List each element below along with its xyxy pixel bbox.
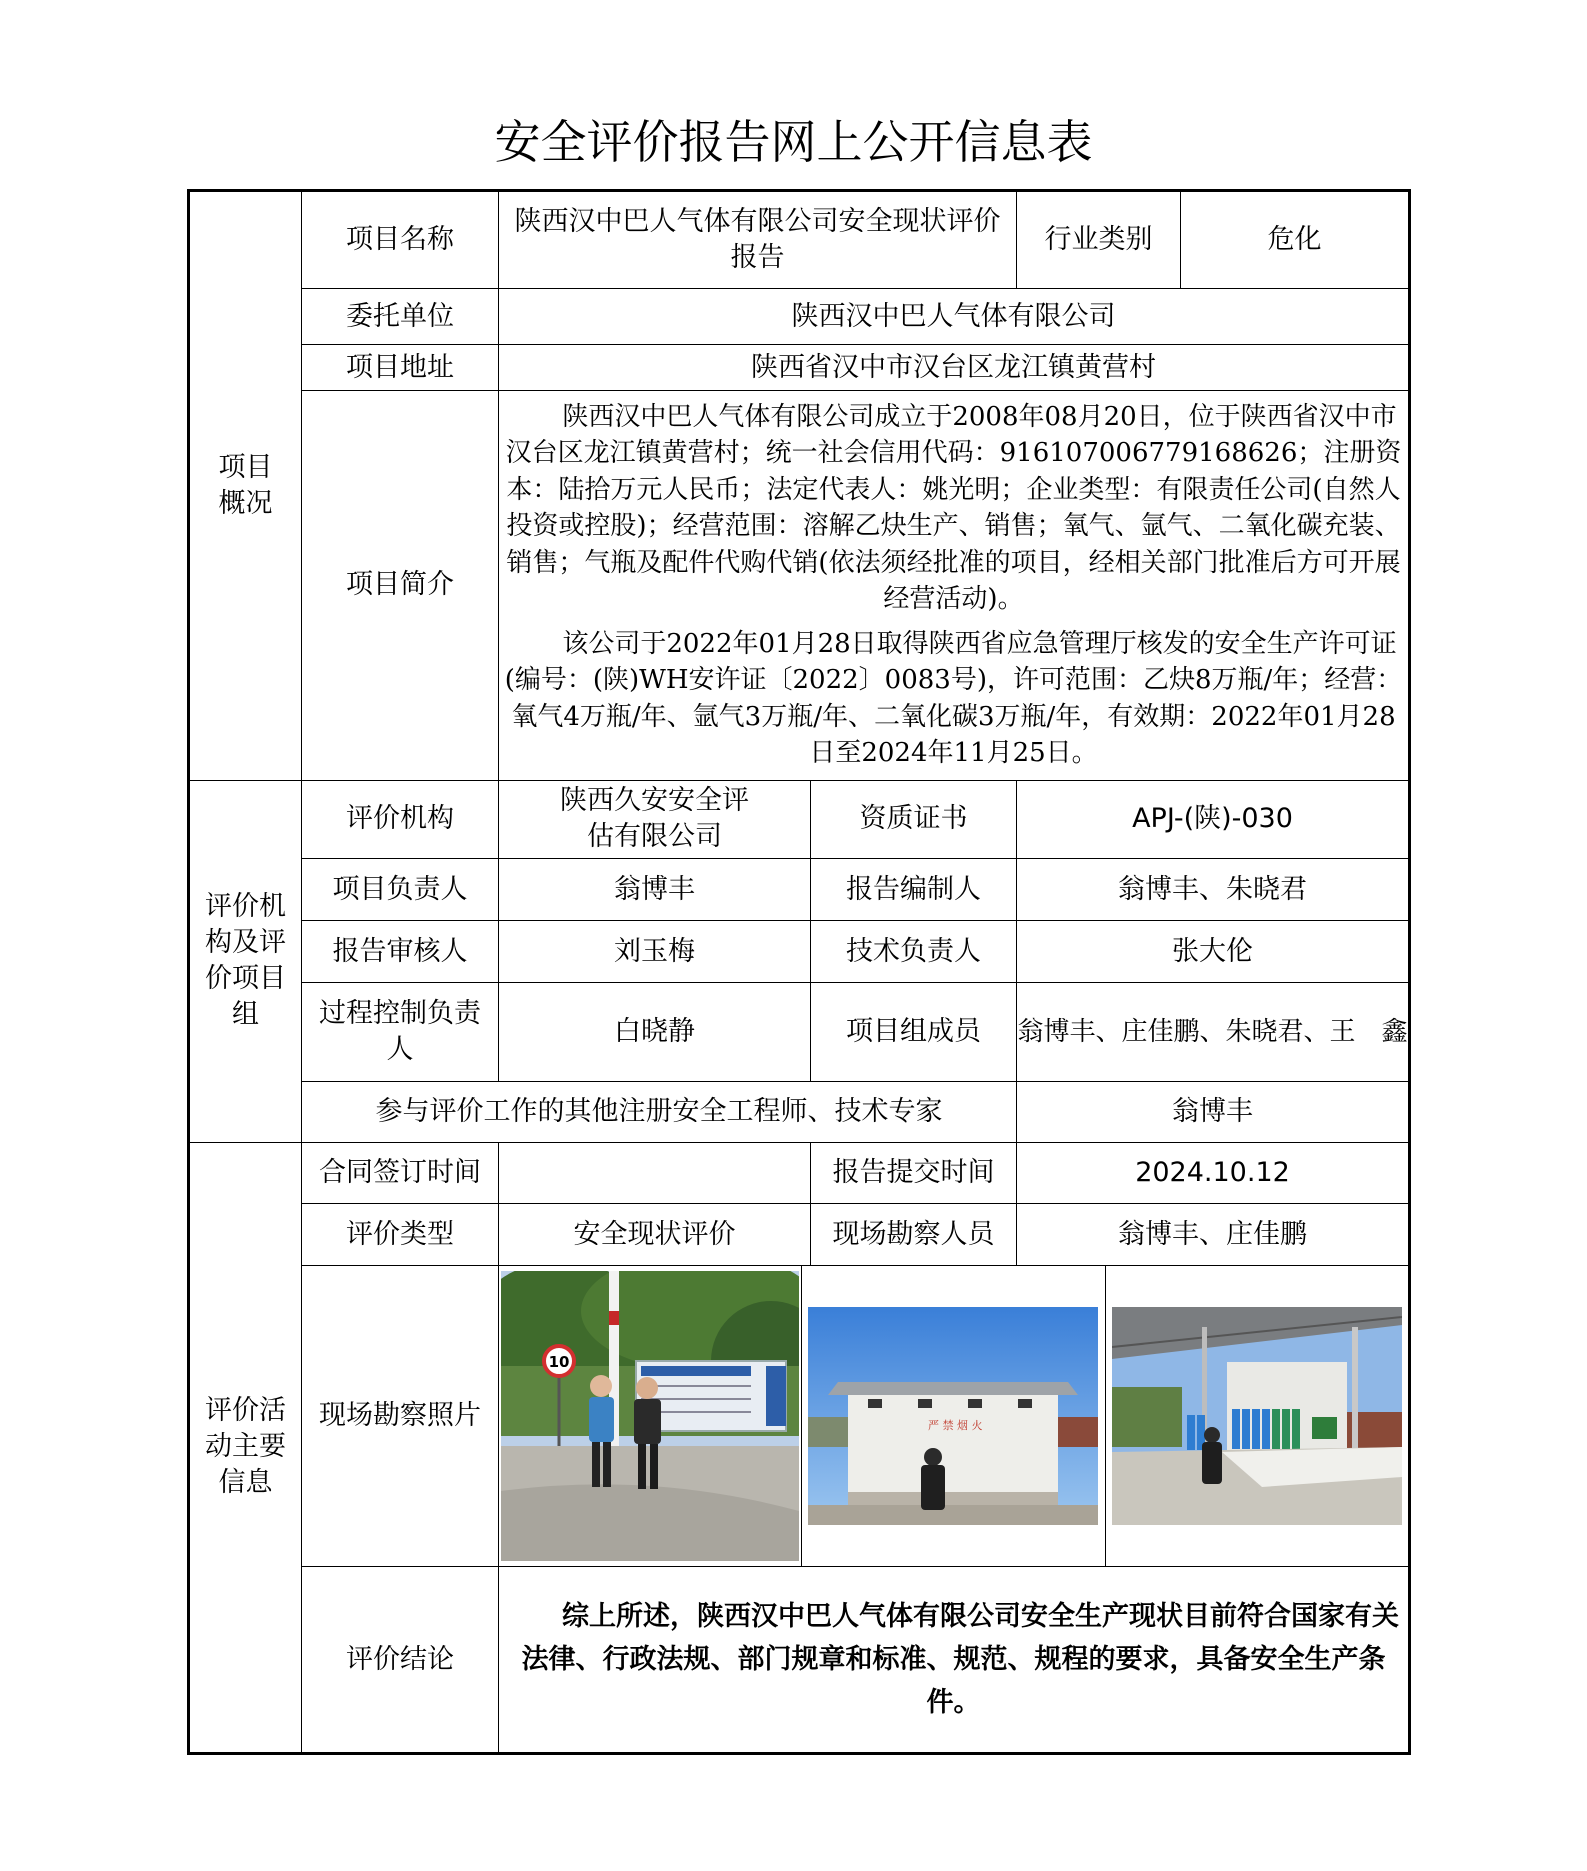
section-team-label: 评价机构及评价项目组 (205, 891, 286, 1031)
conclusion-text: 综上所述，陕西汉中巴人气体有限公司安全生产现状目前符合国家有关法律、行政法规、部门规章和标准、规范、规程的要求，具备安全生产条件。 (521, 1601, 1399, 1719)
intro-paragraph-2: 该公司于2022年01月28日取得陕西省应急管理厅核发的安全生产许可证(编号：(陕)WH安许证〔2022〕0083号)，许可范围：乙炔8万瓶/年；经营：氧气4万瓶/年、氩气3万瓶/年、二氧化碳3万瓶/年，有效期：2022年01月28日至2024年11月25日。 (504, 628, 1403, 769)
row-project-name (189, 191, 1410, 289)
contract-value (499, 1142, 811, 1203)
section-team (189, 780, 302, 1142)
process-value: 白晓静 (499, 983, 811, 1081)
survey-label: 现场勘察人员 (811, 1204, 1017, 1266)
page-title: 安全评价报告网上公开信息表 (494, 115, 1093, 169)
cert-label: 资质证书 (811, 780, 1017, 858)
speed-sign-text: 10 (548, 1353, 570, 1372)
address-value: 陕西省汉中市汉台区龙江镇黄营村 (499, 345, 1410, 390)
survey-value: 翁博丰、庄佳鹏 (1017, 1204, 1410, 1266)
row-client (189, 289, 1410, 345)
photos-label: 现场勘察照片 (302, 1266, 499, 1567)
writer-label: 报告编制人 (811, 859, 1017, 921)
address-label: 项目地址 (302, 345, 499, 390)
others-label: 参与评价工作的其他注册安全工程师、技术专家 (302, 1081, 1017, 1142)
row-reviewer (189, 921, 1410, 983)
section-overview-label: 项目概况 (218, 451, 273, 519)
writer-value: 翁博丰、朱晓君 (1017, 859, 1410, 921)
process-label-text: 过程控制负责人 (319, 998, 481, 1066)
row-others (189, 1081, 1410, 1142)
intro-value (499, 390, 1410, 780)
project-name-value: 陕西汉中巴人气体有限公司安全现状评价报告 (499, 191, 1017, 289)
site-photo-1 (499, 1266, 802, 1566)
reviewer-label: 报告审核人 (302, 921, 499, 983)
org-label: 评价机构 (302, 780, 499, 858)
photos-cell (499, 1266, 1410, 1567)
org-value-text: 陕西久安安全评估有限公司 (560, 785, 749, 853)
members-value: 翁博丰、庄佳鹏、朱晓君、王 鑫 (1017, 983, 1410, 1081)
site-photo-shed (1112, 1307, 1402, 1525)
site-photo-building (808, 1307, 1098, 1525)
row-address (189, 345, 1410, 390)
project-name-label: 项目名称 (302, 191, 499, 289)
row-intro (189, 390, 1410, 780)
client-value: 陕西汉中巴人气体有限公司 (499, 289, 1410, 345)
photo-strip (499, 1266, 1408, 1566)
intro-paragraph-1: 陕西汉中巴人气体有限公司成立于2008年08月20日，位于陕西省汉中市汉台区龙江镇黄营村；统一社会信用代码：91610700677916862​6；注册资本：陆拾万元人民币；法定代表人：姚光明；企业类型：有限责任公司(自然人投资或控股)；经营范围：溶解乙炔生产、销售；氧气、氩气、二氧化碳充装、销售；气瓶及配件代购代销(依法须经批准的项目，经相关部门批准后方可开展经营活动)。 (505, 401, 1402, 615)
section-overview (189, 191, 302, 781)
others-value: 翁博丰 (1017, 1081, 1410, 1142)
process-label (302, 983, 499, 1081)
submit-value: 2024.10.12 (1017, 1142, 1410, 1203)
conclusion-label: 评价结论 (302, 1567, 499, 1754)
row-leader (189, 859, 1410, 921)
row-process (189, 983, 1410, 1081)
site-photo-2 (802, 1266, 1105, 1566)
tech-label: 技术负责人 (811, 921, 1017, 983)
site-photo-gate (501, 1271, 799, 1561)
section-activity-label: 评价活动主要信息 (205, 1395, 286, 1499)
industry-label: 行业类别 (1017, 191, 1181, 289)
reviewer-value: 刘玉梅 (499, 921, 811, 983)
cert-value: APJ-(陕)-030 (1017, 780, 1410, 858)
org-value (499, 780, 811, 858)
conclusion-value (499, 1567, 1410, 1754)
type-label: 评价类型 (302, 1204, 499, 1266)
industry-value: 危化 (1181, 191, 1410, 289)
row-contract (189, 1142, 1410, 1203)
row-org (189, 780, 1410, 858)
members-label: 项目组成员 (811, 983, 1017, 1081)
intro-label: 项目简介 (302, 390, 499, 780)
contract-label: 合同签订时间 (302, 1142, 499, 1203)
building-warning-text: 严 禁 烟 火 (928, 1419, 983, 1433)
submit-label: 报告提交时间 (811, 1142, 1017, 1203)
row-photos (189, 1266, 1410, 1567)
row-conclusion (189, 1567, 1410, 1754)
tech-value: 张大伦 (1017, 921, 1410, 983)
row-type (189, 1204, 1410, 1266)
type-value: 安全现状评价 (499, 1204, 811, 1266)
client-label: 委托单位 (302, 289, 499, 345)
leader-value: 翁博丰 (499, 859, 811, 921)
leader-label: 项目负责人 (302, 859, 499, 921)
section-activity (189, 1142, 302, 1753)
site-photo-3 (1106, 1266, 1408, 1566)
info-table (187, 189, 1411, 1755)
